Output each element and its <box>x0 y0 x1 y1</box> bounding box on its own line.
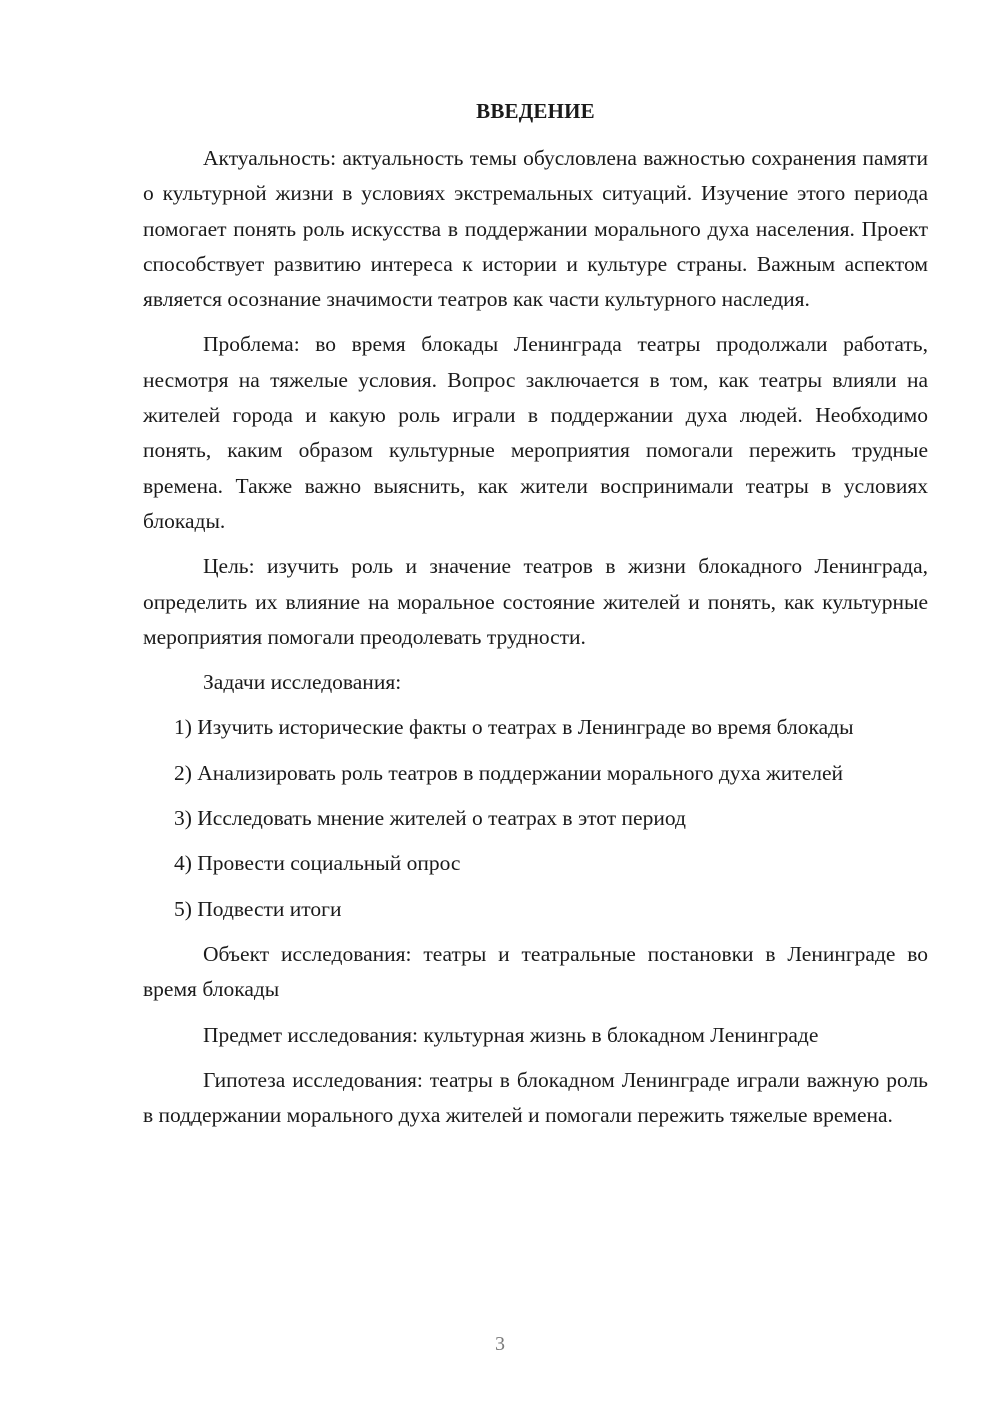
subject-paragraph: Предмет исследования: культурная жизнь в блокадном Ленинграде <box>203 1022 819 1047</box>
problem-paragraph: Проблема: во время блокады Ленинграда театры продолжали работать, несмотря на тяжелые условия. Вопрос заключается в том, как театры влияли на жителей города и какую роль играли в поддержании духа людей. Необходимо понять, каким образом культурные мероприятия помогали пережить трудные времена. Также важно выяснить, как жители воспринимали театры в условиях блокады. <box>143 332 928 533</box>
page-content <box>143 94 928 1143</box>
list-item: 2) Анализировать роль театров в поддержании морального духа жителей <box>174 760 844 785</box>
list-item: 1) Изучить исторические факты о театрах в Ленинграде во время блокады <box>174 715 854 740</box>
list-item: 4) Провести социальный опрос <box>174 851 461 876</box>
tasks-list <box>143 710 928 926</box>
page-title: ВВЕДЕНИЕ <box>476 99 595 123</box>
goal-paragraph: Цель: изучить роль и значение театров в жизни блокадного Ленинграда, определить их влияние на моральное состояние жителей и понять, как культурные мероприятия помогали преодолевать трудности. <box>143 554 928 649</box>
page-number: 3 <box>495 1333 505 1355</box>
list-item: 3) Исследовать мнение жителей о театрах в этот период <box>174 806 686 831</box>
object-paragraph: Объект исследования: театры и театральные постановки в Ленинграде во время блокады <box>143 941 928 1002</box>
tasks-heading: Задачи исследования: <box>203 670 402 695</box>
relevance-paragraph: Актуальность: актуальность темы обусловлена важностью сохранения памяти о культурной жизни в условиях экстремальных ситуаций. Изучение этого периода помогает понять роль искусства в поддержании морального духа населения. Проект способствует развитию интереса к истории и культуре страны. Важным аспектом является осознание значимости театров как части культурного наследия. <box>143 146 928 312</box>
list-item: 5) Подвести итоги <box>174 896 342 921</box>
hypothesis-paragraph: Гипотеза исследования: театры в блокадном Ленинграде играли важную роль в поддержании морального духа жителей и помогали пережить тяжелые времена. <box>143 1067 928 1128</box>
